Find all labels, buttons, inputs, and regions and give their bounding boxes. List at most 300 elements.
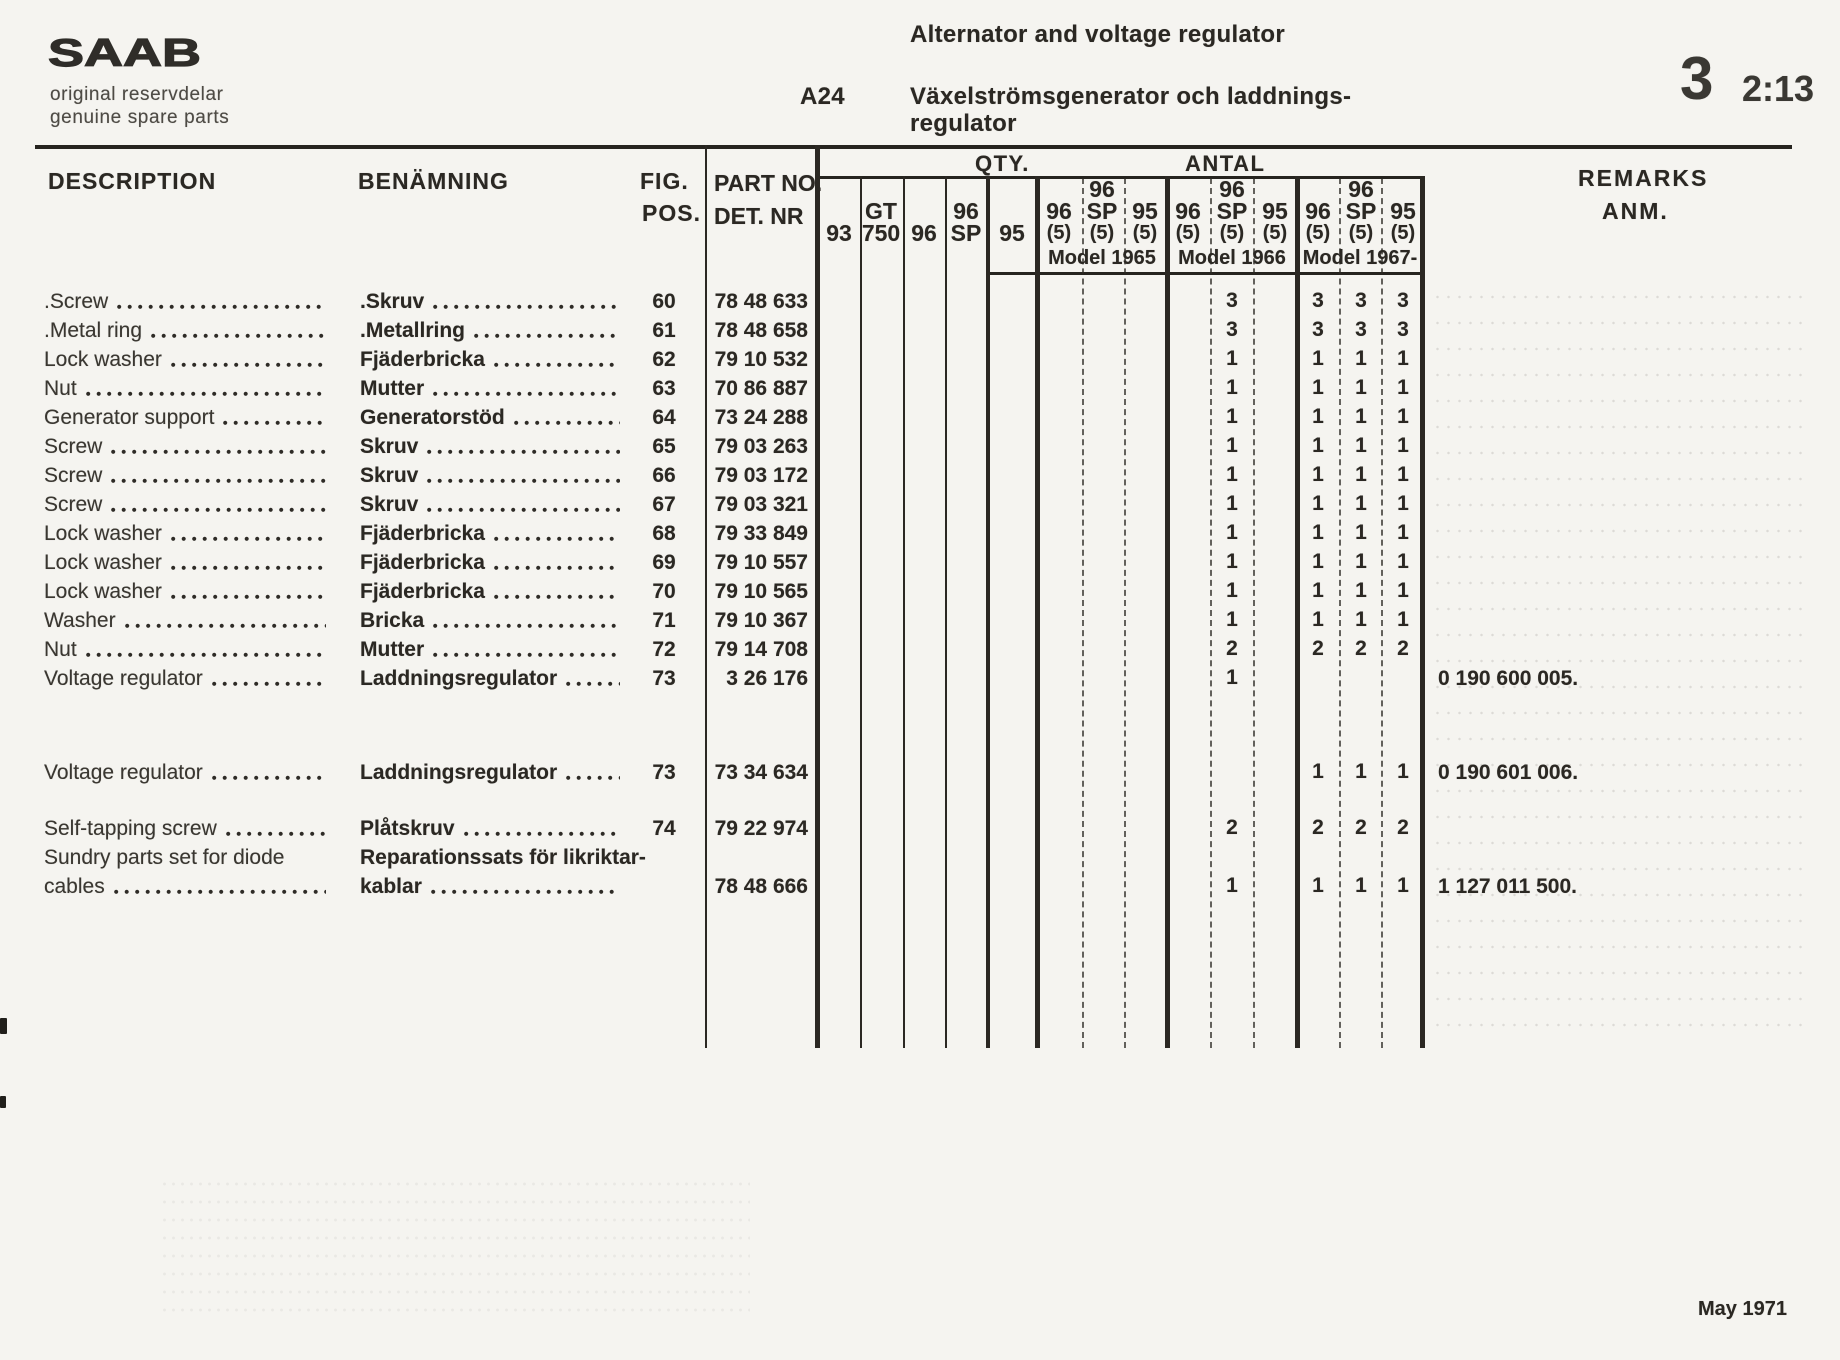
- table-top-rule: [35, 145, 1792, 149]
- dot-leader: [433, 623, 620, 629]
- qty-plain-col-header: [986, 178, 1038, 244]
- qty-1967-col3: 1: [1397, 874, 1409, 897]
- qty-column-header-line: (5): [1219, 222, 1245, 244]
- description-cell: [44, 608, 334, 633]
- saab-logo-text: SAAB: [48, 30, 202, 75]
- qty-column-header-line: (5): [1262, 222, 1288, 244]
- qty-1967-col2: 2: [1355, 816, 1367, 839]
- qty-1967-col1: 1: [1312, 608, 1324, 631]
- dot-leader: [433, 391, 620, 397]
- part-no-cell-text: 79 10 557: [714, 551, 808, 574]
- dot-leader: [433, 304, 620, 310]
- description-cell-text: Screw: [44, 435, 103, 458]
- fig-pos-cell-text: 71: [652, 609, 676, 632]
- description-cell: [44, 760, 334, 785]
- part-no-cell: [696, 318, 808, 343]
- qty-1966-96sp: 1: [1226, 666, 1238, 689]
- qty-1967-col3: 1: [1397, 492, 1409, 515]
- fig-pos-cell-text: 63: [652, 377, 676, 400]
- fig-pos-cell-text: 64: [652, 406, 676, 429]
- benamning-cell-text: .Skruv: [360, 290, 425, 313]
- benamning-cell: [360, 318, 628, 343]
- benamning-cell-text: Plåtskruv: [360, 817, 455, 840]
- description-cell: [44, 666, 334, 691]
- part-no-cell-text: 78 48 666: [714, 875, 808, 898]
- dot-leader: [171, 362, 326, 368]
- qty-1967-col1: 3: [1312, 289, 1324, 312]
- dot-leader: [427, 507, 620, 513]
- group-header-underline: [988, 272, 1423, 275]
- qty-column-header-line: 93: [826, 220, 852, 246]
- qty-1967-col1: 1: [1312, 434, 1324, 457]
- description-cell: [44, 521, 334, 546]
- benamning-cell-text: Fjäderbricka: [360, 551, 485, 574]
- qty-1967-col3: 1: [1397, 434, 1409, 457]
- logo-subtitle-en: genuine spare parts: [50, 107, 230, 128]
- qty-column-header-line: 750: [861, 220, 901, 246]
- fig-pos-cell-text: 62: [652, 348, 676, 371]
- qty-1967-col1: 1: [1312, 874, 1324, 897]
- fig-pos-cell: [630, 579, 698, 604]
- fig-pos-cell-text: 61: [652, 319, 676, 342]
- fig-pos-cell: [630, 289, 698, 314]
- benamning-cell: [360, 608, 628, 633]
- qty-1966-96sp: 1: [1226, 579, 1238, 602]
- part-no-cell-text: 78 48 658: [714, 319, 808, 342]
- dot-leader: [86, 652, 326, 658]
- part-no-cell-text: 79 03 321: [714, 493, 808, 516]
- dot-leader: [431, 889, 620, 895]
- qty-1967-col3: 1: [1397, 521, 1409, 544]
- fig-pos-cell-text: 65: [652, 435, 676, 458]
- benamning-cell: [360, 874, 628, 899]
- qty-1966-96sp: 1: [1226, 550, 1238, 573]
- model-year-label: Model 1966: [1178, 247, 1286, 269]
- description-cell: [44, 492, 334, 517]
- col-header-part-no: PART NO.: [714, 170, 823, 196]
- qty-1967-col1: 1: [1312, 521, 1324, 544]
- benamning-cell: [360, 347, 628, 372]
- dot-leader: [111, 507, 326, 513]
- description-cell-text: Screw: [44, 493, 103, 516]
- fig-pos-cell: [630, 637, 698, 662]
- qty-column-header-line: SP: [1086, 198, 1118, 224]
- benamning-cell-text: Fjäderbricka: [360, 580, 485, 603]
- description-cell-text: Nut: [44, 377, 77, 400]
- qty-1967-col3: 3: [1397, 318, 1409, 341]
- antal-label: ANTAL: [1185, 151, 1266, 176]
- dot-leader: [474, 333, 620, 339]
- benamning-cell-text: .Metallring: [360, 319, 466, 342]
- qty-column-header-line: 96: [1305, 198, 1331, 224]
- dot-leader: [494, 565, 620, 571]
- description-cell-text: cables: [44, 875, 105, 898]
- model-year-label: Model 1965: [1048, 247, 1156, 269]
- part-no-cell-text: 79 10 367: [714, 609, 808, 632]
- qty-1967-col3: 3: [1397, 289, 1409, 312]
- part-no-cell: [696, 289, 808, 314]
- description-cell-text: Washer: [44, 609, 116, 632]
- qty-1967-col2: 1: [1355, 376, 1367, 399]
- qty-column-header-line: SP: [950, 220, 982, 246]
- benamning-cell: [360, 405, 628, 430]
- qty-column-header-line: 96: [1089, 176, 1115, 202]
- qty-column-header-line: 96: [1219, 176, 1245, 202]
- dot-leader: [171, 536, 326, 542]
- qty-1967-col3: 2: [1397, 637, 1409, 660]
- qty-column-header-line: 96: [1175, 198, 1201, 224]
- qty-1967-col1: 1: [1312, 760, 1324, 783]
- qty-1966-96sp: 2: [1226, 637, 1238, 660]
- description-cell: [44, 816, 334, 841]
- qty-column-header-line: 96: [1348, 176, 1374, 202]
- page-title-en: Alternator and voltage regulator: [910, 21, 1285, 48]
- dot-leader: [86, 391, 326, 397]
- fig-pos-cell-text: 66: [652, 464, 676, 487]
- qty-1967-col1: 1: [1312, 376, 1324, 399]
- qty-column-header-line: 95: [1390, 198, 1416, 224]
- dot-leader: [111, 449, 326, 455]
- fig-pos-cell: [630, 347, 698, 372]
- saab-logo: [48, 30, 202, 88]
- description-cell-text: Lock washer: [44, 522, 162, 545]
- qty-1967-col3: 1: [1397, 463, 1409, 486]
- description-cell: [44, 347, 334, 372]
- qty-column-header-line: 96: [953, 198, 979, 224]
- qty-1966-96sp: 1: [1226, 874, 1238, 897]
- qty-1967-col1: 1: [1312, 492, 1324, 515]
- description-cell-text: Lock washer: [44, 580, 162, 603]
- col-header-description: DESCRIPTION: [48, 168, 217, 194]
- benamning-cell-text: Fjäderbricka: [360, 348, 485, 371]
- description-cell-text: Voltage regulator: [44, 667, 203, 690]
- qty-1967-col2: 2: [1355, 637, 1367, 660]
- fig-pos-cell-text: 74: [652, 817, 676, 840]
- col-header-anm: ANM.: [1602, 198, 1669, 224]
- description-cell: [44, 289, 334, 314]
- fig-pos-cell: [630, 318, 698, 343]
- benamning-cell: [360, 492, 628, 517]
- page-title-sv-line2: regulator: [910, 110, 1017, 137]
- qty-1967-col2: 3: [1355, 289, 1367, 312]
- description-cell-text: Screw: [44, 464, 103, 487]
- benamning-cell-text: Skruv: [360, 435, 419, 458]
- qty-1967-col3: 1: [1397, 405, 1409, 428]
- qty-column-header-line: 96: [1046, 198, 1072, 224]
- description-cell: [44, 376, 334, 401]
- benamning-cell: [360, 760, 628, 785]
- page-ref: 2:13: [1742, 68, 1815, 109]
- benamning-cell-text: Reparationssats för likriktar-: [360, 846, 646, 869]
- qty-column-header-line: 95: [1132, 198, 1158, 224]
- part-no-cell-text: 79 14 708: [714, 638, 808, 661]
- qty-column-header-line: 95: [1262, 198, 1288, 224]
- part-no-cell-text: 78 48 633: [714, 290, 808, 313]
- description-cell-text: Voltage regulator: [44, 761, 203, 784]
- part-no-cell-text: 79 03 172: [714, 464, 808, 487]
- footer-date: May 1971: [1698, 1298, 1787, 1320]
- qty-1967-col2: 1: [1355, 579, 1367, 602]
- benamning-cell-text: Bricka: [360, 609, 425, 632]
- dot-leader: [226, 831, 326, 837]
- description-cell-text: .Screw: [44, 290, 109, 313]
- benamning-cell-text: Skruv: [360, 464, 419, 487]
- part-no-cell-text: 79 22 974: [714, 817, 808, 840]
- benamning-cell: [360, 816, 628, 841]
- fig-pos-cell-text: 60: [652, 290, 676, 313]
- qty-column-header-line: (5): [1305, 222, 1331, 244]
- col-header-det-nr: DET. NR: [714, 203, 804, 229]
- qty-1966-96sp: 1: [1226, 405, 1238, 428]
- qty-1967-col2: 1: [1355, 550, 1367, 573]
- dot-leader: [427, 478, 620, 484]
- benamning-cell-text: Mutter: [360, 377, 425, 400]
- fig-pos-cell: [630, 521, 698, 546]
- dot-leader: [514, 420, 620, 426]
- description-cell-text: Sundry parts set for diode: [44, 846, 285, 869]
- fig-pos-cell-text: 69: [652, 551, 676, 574]
- part-no-cell: [696, 666, 808, 691]
- fig-pos-cell: [630, 492, 698, 517]
- fig-pos-cell: [630, 550, 698, 575]
- part-no-cell-text: 73 34 634: [714, 761, 808, 784]
- remarks-scan-noise: [1432, 284, 1804, 1044]
- part-no-cell-text: 79 33 849: [714, 522, 808, 545]
- qty-1966-96sp: 3: [1226, 289, 1238, 312]
- description-cell: [44, 318, 334, 343]
- dot-leader: [114, 889, 326, 895]
- part-no-cell: [696, 550, 808, 575]
- dot-leader: [117, 304, 326, 310]
- page-title-sv-line1: Växelströmsgenerator och laddnings-: [910, 83, 1352, 110]
- qty-1967-col3: 1: [1397, 376, 1409, 399]
- part-no-cell: [696, 816, 808, 841]
- qty-1966-96sp: 1: [1226, 492, 1238, 515]
- qty-1967-col1: 1: [1312, 579, 1324, 602]
- qty-1967-col1: 2: [1312, 816, 1324, 839]
- dot-leader: [427, 449, 620, 455]
- part-no-cell: [696, 874, 808, 899]
- dot-leader: [111, 478, 326, 484]
- description-cell: [44, 637, 334, 662]
- description-cell-text: Generator support: [44, 406, 215, 429]
- dot-leader: [151, 333, 326, 339]
- benamning-cell: [360, 550, 628, 575]
- qty-1967-col3: 2: [1397, 816, 1409, 839]
- part-no-cell: [696, 347, 808, 372]
- fig-pos-cell: [630, 463, 698, 488]
- fig-pos-cell-text: 70: [652, 580, 676, 603]
- qty-1967-col1: 1: [1312, 463, 1324, 486]
- fig-pos-cell: [630, 666, 698, 691]
- benamning-cell: [360, 434, 628, 459]
- fig-pos-cell-text: 67: [652, 493, 676, 516]
- part-no-cell-text: 79 10 532: [714, 348, 808, 371]
- fig-pos-cell-text: 73: [652, 667, 676, 690]
- qty-1967-col1: 3: [1312, 318, 1324, 341]
- part-no-cell: [696, 405, 808, 430]
- description-cell-text: .Metal ring: [44, 319, 143, 342]
- part-no-cell: [696, 463, 808, 488]
- qty-1967-col3: 1: [1397, 347, 1409, 370]
- part-no-cell-text: 79 10 565: [714, 580, 808, 603]
- part-no-cell: [696, 760, 808, 785]
- qty-1967-col2: 1: [1355, 874, 1367, 897]
- part-no-cell: [696, 637, 808, 662]
- dot-leader: [494, 536, 620, 542]
- benamning-cell-text: kablar: [360, 875, 422, 898]
- qty-1967-col3: 1: [1397, 550, 1409, 573]
- fig-pos-cell-text: 72: [652, 638, 676, 661]
- col-header-fig: FIG.: [640, 168, 689, 194]
- description-cell: [44, 434, 334, 459]
- benamning-cell: [360, 666, 628, 691]
- benamning-cell: [360, 521, 628, 546]
- qty-column-header-line: (5): [1089, 222, 1115, 244]
- qty-column-header-line: (5): [1046, 222, 1072, 244]
- description-cell-text: Lock washer: [44, 551, 162, 574]
- description-cell: [44, 463, 334, 488]
- qty-group-col-header: [1377, 178, 1429, 244]
- part-no-cell: [696, 608, 808, 633]
- description-cell: [44, 874, 334, 899]
- qty-column-header-line: (5): [1390, 222, 1416, 244]
- benamning-cell-text: Laddningsregulator: [360, 761, 558, 784]
- qty-1967-col1: 2: [1312, 637, 1324, 660]
- fig-pos-cell: [630, 760, 698, 785]
- dot-leader: [212, 775, 326, 781]
- qty-1967-col2: 1: [1355, 608, 1367, 631]
- qty-1966-96sp: 2: [1226, 816, 1238, 839]
- fig-pos-cell: [630, 434, 698, 459]
- part-no-cell: [696, 521, 808, 546]
- page-edge-mark: [0, 1096, 6, 1108]
- part-no-cell-text: 3 26 176: [726, 667, 808, 690]
- description-cell: [44, 579, 334, 604]
- dot-leader: [494, 362, 620, 368]
- qty-column-header-line: 95: [999, 220, 1025, 246]
- part-no-cell: [696, 579, 808, 604]
- qty-1967-col1: 1: [1312, 550, 1324, 573]
- description-cell: [44, 845, 334, 870]
- part-no-cell: [696, 434, 808, 459]
- qty-1967-col2: 1: [1355, 434, 1367, 457]
- benamning-cell-text: Skruv: [360, 493, 419, 516]
- description-cell-text: Lock washer: [44, 348, 162, 371]
- part-no-cell-text: 79 03 263: [714, 435, 808, 458]
- description-cell: [44, 405, 334, 430]
- fig-pos-cell: [630, 816, 698, 841]
- col-header-pos: POS.: [642, 200, 701, 226]
- part-no-cell: [696, 376, 808, 401]
- description-cell-text: Nut: [44, 638, 77, 661]
- dot-leader: [566, 681, 620, 687]
- logo-subtitle-sv: original reservdelar: [50, 84, 224, 105]
- qty-column-header-line: 96: [911, 220, 937, 246]
- benamning-cell: [360, 289, 628, 314]
- qty-label: QTY.: [975, 151, 1030, 176]
- qty-1967-col3: 1: [1397, 760, 1409, 783]
- dot-leader: [433, 652, 620, 658]
- benamning-cell: [360, 463, 628, 488]
- qty-column-header-line: SP: [1216, 198, 1248, 224]
- benamning-cell-text: Generatorstöd: [360, 406, 505, 429]
- dot-leader: [223, 420, 326, 426]
- dot-leader: [464, 831, 620, 837]
- dot-leader: [212, 681, 326, 687]
- remark-cell-text: 0 190 600 005.: [1438, 667, 1579, 690]
- qty-1966-96sp: 1: [1226, 347, 1238, 370]
- dot-leader: [171, 565, 326, 571]
- qty-1966-96sp: 3: [1226, 318, 1238, 341]
- qty-1967-col2: 1: [1355, 347, 1367, 370]
- qty-1967-col1: 1: [1312, 405, 1324, 428]
- qty-1967-col2: 1: [1355, 492, 1367, 515]
- remark-cell-text: 1 127 011 500.: [1438, 875, 1577, 898]
- dot-leader: [566, 775, 620, 781]
- benamning-cell: [360, 637, 628, 662]
- remark-cell-text: 0 190 601 006.: [1438, 761, 1579, 784]
- description-cell-text: Self-tapping screw: [44, 817, 217, 840]
- qty-1967-col2: 1: [1355, 760, 1367, 783]
- part-no-cell-text: 73 24 288: [714, 406, 808, 429]
- col-header-remarks: REMARKS: [1578, 165, 1709, 191]
- page-edge-mark: [0, 1018, 7, 1034]
- fig-pos-cell-text: 73: [652, 761, 676, 784]
- benamning-cell-text: Fjäderbricka: [360, 522, 485, 545]
- qty-1967-col1: 1: [1312, 347, 1324, 370]
- fig-pos-cell: [630, 405, 698, 430]
- dot-leader: [125, 623, 326, 629]
- qty-column-header-line: (5): [1132, 222, 1158, 244]
- section-code: A24: [800, 83, 845, 110]
- description-cell: [44, 550, 334, 575]
- qty-1967-col2: 1: [1355, 405, 1367, 428]
- page-number: 3: [1680, 45, 1714, 112]
- qty-1967-col3: 1: [1397, 579, 1409, 602]
- fig-pos-cell: [630, 376, 698, 401]
- benamning-cell-text: Laddningsregulator: [360, 667, 558, 690]
- qty-column-header-line: GT: [865, 198, 897, 224]
- qty-1966-96sp: 1: [1226, 463, 1238, 486]
- model-year-label: Model 1967-: [1302, 247, 1418, 269]
- bottom-left-scan-noise: [160, 1175, 750, 1315]
- dot-leader: [171, 594, 326, 600]
- qty-1966-96sp: 1: [1226, 434, 1238, 457]
- benamning-cell: [360, 845, 646, 870]
- fig-pos-cell-text: 68: [652, 522, 676, 545]
- col-header-benamning: BENÄMNING: [358, 168, 509, 194]
- qty-1967-col2: 1: [1355, 521, 1367, 544]
- qty-1966-96sp: 1: [1226, 376, 1238, 399]
- qty-1966-96sp: 1: [1226, 608, 1238, 631]
- part-no-cell-text: 70 86 887: [714, 377, 808, 400]
- qty-column-header-line: SP: [1345, 198, 1377, 224]
- qty-1967-col3: 1: [1397, 608, 1409, 631]
- benamning-cell-text: Mutter: [360, 638, 425, 661]
- qty-plain-col-header: [940, 178, 992, 244]
- fig-pos-cell: [630, 608, 698, 633]
- part-no-cell: [696, 492, 808, 517]
- qty-1967-col2: 3: [1355, 318, 1367, 341]
- benamning-cell: [360, 376, 628, 401]
- qty-column-header-line: (5): [1348, 222, 1374, 244]
- qty-1966-96sp: 1: [1226, 521, 1238, 544]
- benamning-cell: [360, 579, 628, 604]
- qty-1967-col2: 1: [1355, 463, 1367, 486]
- qty-column-header-line: (5): [1175, 222, 1201, 244]
- dot-leader: [494, 594, 620, 600]
